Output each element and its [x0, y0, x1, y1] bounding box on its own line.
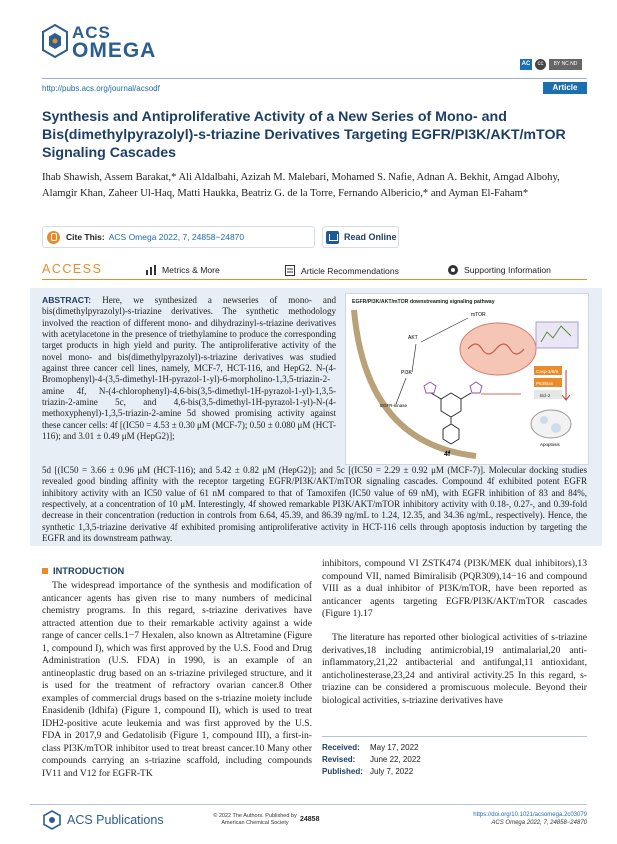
label-p53: P53/Bax: [536, 381, 554, 386]
introduction-heading: [42, 566, 124, 576]
author-list: Ihab Shawish, Assem Barakat,* Ali Aldalbahi, Azizah M. Malebari, Mohamed S. Nafie, Adnan A. Bekhit, Amgad Albohy, Alamgir Khan, Zaheer Ul-Haq, Matti Haukka, Beatriz G. de la Torre, Fernando Albericio,* and Ayman El-Faham*: [42, 172, 560, 199]
article-dates: [322, 742, 421, 778]
intro-right-column-p2: The literature has reported other biological activities of s-triazine derivatives,18 including antimicrobial,19 antimalarial,20 anti-inflammatory,21,22 antibacterial and antifungal,11 antioxidant, anticholinesterase,23,24 and antiviral activity.25 In this regard, s-triazine can be considered a promiscuous molecule. Beyond their biological activities, s-triazine derivatives have: [322, 632, 587, 706]
revised-label: Revised:: [322, 755, 356, 764]
supporting-info-label: Supporting Information: [464, 265, 551, 275]
label-4f: 4f: [444, 451, 451, 458]
abstract-left-text: [42, 295, 336, 442]
label-apoptosis: Apoptosis: [540, 442, 560, 447]
recommendations-link[interactable]: [285, 265, 399, 276]
metrics-link[interactable]: [146, 265, 220, 275]
revised-date: June 22, 2022: [370, 755, 421, 764]
signaling-pathway-figure: [346, 294, 588, 464]
received-date: May 17, 2022: [370, 743, 419, 752]
header-rule: [42, 78, 587, 79]
cite-this-box[interactable]: [42, 226, 315, 248]
license-badge-by-nc-nd[interactable]: BY NC ND: [549, 59, 582, 70]
cell-membrane: [354, 310, 476, 456]
book-icon: [326, 231, 339, 244]
license-badge-ac[interactable]: AC: [520, 59, 532, 70]
label-egfr-kinase: EGFR-kinase: [380, 403, 408, 408]
toc-graphic: [345, 293, 589, 465]
label-casp: Casp-3/8/9: [536, 369, 559, 374]
published-label: Published:: [322, 767, 363, 776]
journal-logo-line2: OMEGA: [72, 39, 157, 62]
mitochondrion-icon: [460, 323, 536, 375]
read-online-button[interactable]: [322, 226, 399, 248]
abstract-text-part1: Here, we synthesized a newseries of mono- and bis(dimethylpyrazolyl)-s-triazine derivatives. The synthetic methodology involved the reaction of different mono- and dihydrazinyl-s-triazine derivatives with acetylacetone in the presence of triethylamine to produce the corresponding target products in high yield and purity. The antiproliferative activity of the novel mono- and bis(dimethylpyrazolyl)-s-triazine derivatives was studied against three cancer cell lines, namely, MCF-7, HCT-116, and HepG2. N-(4-Bromophenyl)-4-(3,5-dimethyl-1H-pyrazol-1-yl)-6-morpholino-1,3,5-triazin-2-amine 4f, N-(4-chlorophenyl)-4,6-bis(3,5-dimethyl-1H-pyrazol-1-yl)-1,3,5-triazin-2-amine 5c, and 4,6-bis(3,5-dimethyl-1H-pyrazol-1-yl)-N-(4-methoxyphenyl)-1,3,5-triazin-2-amine 5d showed promising activity against these cancer cells: 4f [(IC50 = 4.53 ± 0.30 μM (MCF-7); 0.50 ± 0.080 μM (HCT-116); and 3.01 ± 0.49 μM (HepG2)];: [42, 295, 337, 442]
acs-publications-label: ACS Publications: [67, 813, 164, 827]
label-pi3k: PI3K: [401, 370, 412, 376]
supporting-info-icon: [448, 265, 458, 275]
abstract-text-part2: 5d [(IC50 = 3.66 ± 0.96 μM (HCT-116); and 5.42 ± 0.82 μM (HepG2)]; and 5c [(IC50 = 2.29 ± 0.92 μM (MCF-7)]. Molecular docking studies revealed good binding affinity with the receptor targeting EGFR/PI3K/AKT/mTOR signaling cascades. Compound 4f exhibited potent EGFR inhibitory activity with an IC50 value of 61 nM compared to that of Tamoxifen (IC50 value of 69 nM), with EGFR inhibition of 83 and 84%, respectively, at a concentration of 10 μM. Interestingly, 4f showed remarkable PI3K/AKT/mTOR inhibitory activity with 0.18-, 0.27-, and 0.39-fold decrease in their concentration (reduction in controls from 6.64, 45.39, and 86.39 ng/mL to 1.24, 12.35, and 34.36 ng/mL, respectively). Hence, the synthetic 1,3,5-triazine derivative 4f exhibited promising antiproliferative activity in HCT-116 cells through apoptosis induction by targeting the EGFR and its downstream pathway.: [42, 465, 587, 544]
supporting-info-link[interactable]: [448, 265, 551, 275]
label-bcl2: Bcl-2: [540, 393, 551, 398]
apoptosis-cell-icon: [531, 410, 571, 438]
copyright-line2: American Chemical Society: [221, 820, 289, 826]
acs-hex-icon: [42, 24, 68, 58]
abstract-label: ABSTRACT:: [42, 295, 92, 305]
access-row: [42, 262, 587, 282]
journal-logo-line1: ACS: [72, 23, 111, 42]
cite-icon: [47, 231, 60, 244]
introduction-heading-text: INTRODUCTION: [53, 566, 125, 576]
metrics-label: Metrics & More: [162, 265, 220, 275]
footer-citation: [473, 811, 587, 827]
footer-cite: ACS Omega 2022, 7, 24858−24870: [491, 820, 587, 826]
read-online-label: Read Online: [344, 232, 397, 242]
acs-publications-logo[interactable]: [42, 810, 164, 830]
label-mtor: mTOR: [471, 312, 486, 318]
footer-rule: [30, 804, 587, 805]
acs-publications-icon: [42, 810, 62, 830]
section-bullet-icon: [42, 568, 48, 574]
compound-4f-structure: [424, 382, 482, 444]
docking-inset: [536, 322, 578, 348]
intro-left-column: The widespread importance of the synthesis and modification of anticancer agents has given rise to many numbers of medicinal chemistry programs. In this regard, s-triazine derivatives have attracted attention due to their remarkable activity against a wide range of cancer cells.1−7 Hexalen, also known as Altretamine (Figure 1, compound I), which was first approved by the U.S. Food and Drug Administration (U.S. FDA) in 1990, is an example of an antineoplastic drug based on an s-triazine privileged structure, and it is used for the treatment of refractory ovarian cancer.8 Other examples of commercial drugs based on the s-triazine moiety include Enasidenib (Idhifa) (Figure 1, compound II), which is used to treat IDH2-positive acute leukemia and was first approved by the U.S. FDA in 2017,9 and Gedatolisib (Figure 1, compound III), a first-in-class PI3K/mTOR inhibitor used to treat breast cancer.10 Many other compounds carrying an s-triazine scaffold, including compounds IV11 and V12 for EGFR-TK: [42, 580, 312, 779]
copyright-line1: © 2022 The Authors. Published by: [213, 813, 297, 819]
article-title: Synthesis and Antiproliferative Activity of a New Series of Mono- and Bis(dimethylpyrazolyl)-s-triazine Derivatives Targeting EGFR/PI3K/AKT/mTOR Signaling Cascades: [42, 109, 566, 161]
cite-reference[interactable]: ACS Omega 2022, 7, 24858−24870: [108, 232, 245, 242]
document-icon: [285, 265, 295, 276]
bar-chart-icon: [146, 265, 156, 275]
access-label: ACCESS: [42, 262, 103, 276]
license-badge-cc[interactable]: cc: [535, 59, 546, 70]
cite-label: Cite This:: [66, 232, 105, 242]
label-akt: AKT: [408, 335, 418, 341]
article-tag: Article: [543, 82, 587, 94]
intro-right-column-p1: inhibitors, compound VI ZSTK474 (PI3K/MEK dual inhibitors),13 compound VII, named Bimiralisib (PQR309),14−16 and compound VIII as a dual inhibitor of PI3K/mTOR, have been reported as anticancer agents targeting EGFR/PI3K/AKT/mTOR cascades (Figure 1).17: [322, 558, 587, 619]
journal-logo: [42, 22, 192, 62]
received-label: Received:: [322, 743, 360, 752]
copyright: [200, 813, 310, 827]
journal-url[interactable]: http://pubs.acs.org/journal/acsodf: [42, 84, 160, 93]
doi-link[interactable]: https://doi.org/10.1021/acsomega.2c03079: [473, 812, 587, 818]
recommendations-label: Article Recommendations: [301, 265, 399, 276]
published-date: July 7, 2022: [370, 767, 414, 776]
figure-title: EGFR/PI3K/AKT/mTOR downstreaming signaling pathway: [352, 299, 495, 305]
page-number: 24858: [300, 816, 320, 823]
license-badges: [520, 59, 582, 70]
